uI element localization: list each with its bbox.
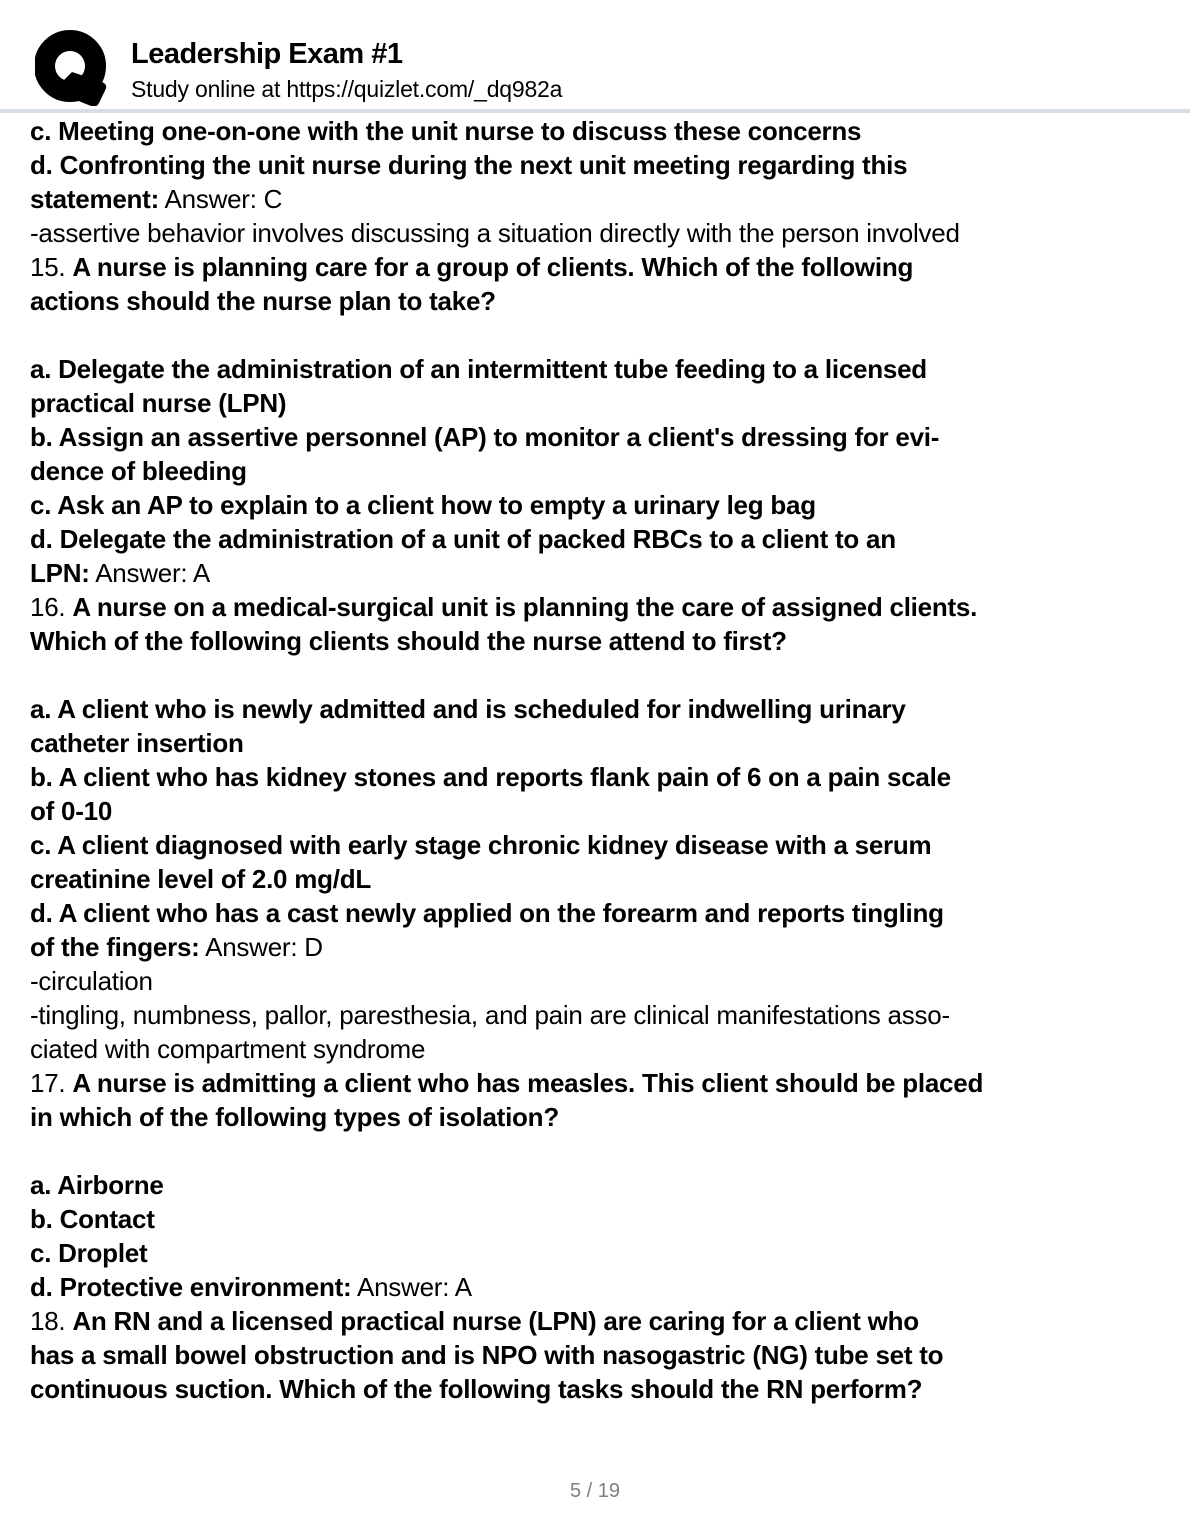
bold-text-segment: b. A client who has kidney stones and reports flank pain of 6 on a pain scale [30,762,951,792]
text-line [30,1236,1170,1270]
text-line [30,216,1170,250]
bold-text-segment: b. Assign an assertive personnel (AP) to monitor a client's dressing for evi- [30,422,940,452]
bold-text-segment: of 0-10 [30,796,113,826]
bold-text-segment: in which of the following types of isolation? [30,1102,559,1132]
regular-text-segment: -circulation [30,966,153,996]
text-line [30,1066,1170,1100]
regular-text-segment: ciated with compartment syndrome [30,1034,426,1064]
text-line [30,828,1170,862]
bold-text-segment: a. Airborne [30,1170,164,1200]
text-line [30,624,1170,658]
bold-text-segment: c. Ask an AP to explain to a client how to empty a urinary leg bag [30,490,816,520]
text-line [30,556,1170,590]
text-line [30,420,1170,454]
text-line [30,760,1170,794]
page-footer [0,1480,1190,1502]
bold-text-segment: Which of the following clients should the nurse attend to first? [30,626,787,656]
bold-text-segment: A nurse is planning care for a group of clients. Which of the following [72,252,914,282]
text-line [30,964,1170,998]
text-line [30,148,1170,182]
bold-text-segment: A nurse on a medical-surgical unit is planning the care of assigned clients. [72,592,978,622]
page-number: 5 / 19 [569,1480,621,1502]
regular-text-segment: -tingling, numbness, pallor, paresthesia, and pain are clinical manifestations asso- [30,1000,950,1030]
bold-text-segment: d. Confronting the unit nurse during the next unit meeting regarding this [30,150,908,180]
regular-text-segment: 15. [30,252,73,282]
text-line [30,862,1170,896]
regular-text-segment: Answer: D [199,932,323,962]
header-divider [0,109,1190,113]
bold-text-segment: d. A client who has a cast newly applied on the forearm and reports tingling [30,898,944,928]
text-line [30,1304,1170,1338]
page-title: Leadership Exam #1 [131,38,403,70]
text-line [30,692,1170,726]
bold-text-segment: d. Delegate the administration of a unit of packed RBCs to a client to an [30,524,896,554]
text-line [30,352,1170,386]
bold-text-segment: c. A client diagnosed with early stage chronic kidney disease with a serum [30,830,932,860]
document-body [30,114,1170,1406]
text-line [30,1168,1170,1202]
bold-text-segment: LPN: [30,558,90,588]
blank-line [30,318,1170,352]
bold-text-segment: creatinine level of 2.0 mg/dL [30,864,371,894]
text-line [30,998,1170,1032]
text-line [30,794,1170,828]
bold-text-segment: a. A client who is newly admitted and is scheduled for indwelling urinary [30,694,906,724]
quizlet-q-icon [35,30,109,106]
text-line [30,1270,1170,1304]
blank-line [30,1134,1170,1168]
text-line [30,488,1170,522]
regular-text-segment: 16. [30,592,73,622]
document-header [35,30,562,106]
text-line [30,386,1170,420]
text-line [30,1100,1170,1134]
bold-text-segment: catheter insertion [30,728,244,758]
bold-text-segment: c. Meeting one-on-one with the unit nurse to discuss these concerns [30,116,862,146]
bold-text-segment: An RN and a licensed practical nurse (LPN) are caring for a client who [72,1306,919,1336]
bold-text-segment: continuous suction. Which of the following tasks should the RN perform? [30,1374,923,1404]
text-line [30,1032,1170,1066]
bold-text-segment: c. Droplet [30,1238,148,1268]
text-line [30,590,1170,624]
text-line [30,114,1170,148]
text-line [30,1372,1170,1406]
bold-text-segment: b. Contact [30,1204,155,1234]
bold-text-segment: dence of bleeding [30,456,247,486]
bold-text-segment: has a small bowel obstruction and is NPO with nasogastric (NG) tube set to [30,1340,944,1370]
text-line [30,1338,1170,1372]
regular-text-segment: 17. [30,1068,73,1098]
regular-text-segment: 18. [30,1306,73,1336]
text-line [30,522,1170,556]
bold-text-segment: practical nurse (LPN) [30,388,287,418]
bold-text-segment: of the fingers: [30,932,200,962]
regular-text-segment: Answer: A [351,1272,472,1302]
bold-text-segment: actions should the nurse plan to take? [30,286,496,316]
regular-text-segment: Answer: C [158,184,283,214]
bold-text-segment: statement: [30,184,159,214]
regular-text-segment: -assertive behavior involves discussing a situation directly with the person involved [30,218,960,248]
text-line [30,1202,1170,1236]
text-line [30,284,1170,318]
text-line [30,726,1170,760]
regular-text-segment: Answer: A [89,558,211,588]
blank-line [30,658,1170,692]
text-line [30,250,1170,284]
bold-text-segment: a. Delegate the administration of an intermittent tube feeding to a licensed [30,354,927,384]
text-line [30,454,1170,488]
text-line [30,896,1170,930]
study-online-link: Study online at https://quizlet.com/_dq982a [131,76,563,102]
text-line [30,182,1170,216]
text-line [30,930,1170,964]
bold-text-segment: d. Protective environment: [30,1272,352,1302]
bold-text-segment: A nurse is admitting a client who has measles. This client should be placed [72,1068,984,1098]
header-text [131,30,562,102]
